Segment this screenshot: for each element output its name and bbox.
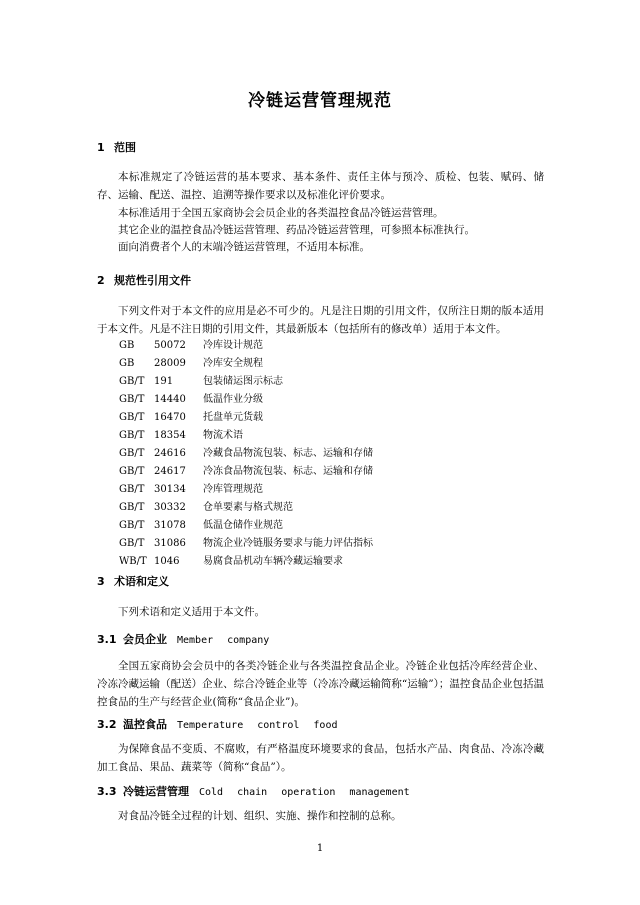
ref-number: 18354 [154,430,186,441]
reference-row [119,535,373,553]
ref-code: GB/T [119,412,145,423]
section-number: 1 [97,141,105,154]
term-definition: 为保障食品不变质、不腐败，有严格温度环境要求的食品，包括水产品、肉食品、冷冻冷藏加工食品、果品、蔬菜等（简称“食品”）。 [97,743,544,773]
term-number: 3.2 [97,718,117,731]
reference-row [119,427,243,445]
ref-code: GB [119,358,135,369]
section-number: 3 [97,575,105,588]
section-heading-2 [97,272,191,288]
ref-code: GB/T [119,430,145,441]
reference-row [119,391,263,409]
section-title: 术语和定义 [114,575,169,588]
ref-name: 托盘单元货载 [203,412,263,423]
ref-code: GB/T [119,484,145,495]
paragraph: 下列文件对于本文件的应用是必不可少的。凡是注日期的引用文件，仅所注日期的版本适用于本文件。凡是不注日期的引用文件，其最新版本（包括所有的修改单）适用于本文件。 [97,305,544,335]
ref-name: 易腐食品机动车辆冷藏运输要求 [203,556,343,567]
term-heading-3-1 [97,631,269,647]
term-definition: 对食品冷链全过程的计划、组织、实施、操作和控制的总称。 [118,810,402,822]
section-title: 规范性引用文件 [114,274,191,287]
reference-row [119,409,263,427]
reference-row [119,553,343,571]
term-number: 3.1 [97,633,117,646]
reference-row [119,355,263,373]
ref-code: WB/T [119,556,147,567]
ref-name: 冷库管理规范 [203,484,263,495]
ref-number: 31086 [154,538,186,549]
term-chinese: 冷链运营管理 [123,785,189,798]
ref-number: 191 [154,376,174,387]
ref-name: 物流术语 [203,430,243,441]
ref-name: 仓单要素与格式规范 [203,502,293,513]
term-heading-3-3 [97,783,410,799]
reference-row [119,373,283,391]
ref-number: 1046 [154,556,180,567]
paragraph: 本标准规定了冷链运营的基本要求、基本条件、责任主体与预冷、质检、包装、赋码、储存、运输、配送、温控、追溯等操作要求以及标准化评价要求。 [97,171,544,201]
ref-name: 低温作业分级 [203,394,263,405]
term-english: Temperature control food [177,720,338,731]
term-chinese: 温控食品 [123,718,167,731]
ref-code: GB/T [119,502,145,513]
ref-number: 30332 [154,502,186,513]
ref-number: 28009 [154,358,186,369]
reference-row [119,445,373,463]
ref-code: GB/T [119,520,145,531]
ref-name: 物流企业冷链服务要求与能力评估指标 [203,538,373,549]
page-number: 1 [316,843,324,854]
ref-code: GB [119,340,135,351]
ref-name: 冷冻食品物流包装、标志、运输和存储 [203,466,373,477]
section-heading-3 [97,573,169,589]
paragraph: 本标准适用于全国五家商协会会员企业的各类温控食品冷链运营管理。 [118,207,444,219]
reference-row [119,517,283,535]
ref-number: 50072 [154,340,186,351]
ref-number: 31078 [154,520,186,531]
ref-name: 冷藏食品物流包装、标志、运输和存储 [203,448,373,459]
ref-code: GB/T [119,538,145,549]
reference-row [119,463,373,481]
paragraph: 面向消费者个人的末端冷链运营管理，不适用本标准。 [118,241,370,253]
term-english: Member company [177,635,270,646]
term-definition: 全国五家商协会会员中的各类冷链企业与各类温控食品企业。冷链企业包括冷库经营企业、冷冻冷藏运输（配送）企业、综合冷链企业等（冷冻冷藏运输简称“运输”）；温控食品企业包括温控食品的生产与经营企业(简称“食品企业”)。 [97,660,544,708]
paragraph: 下列术语和定义适用于本文件。 [118,606,265,618]
ref-number: 24616 [154,448,186,459]
ref-code: GB/T [119,376,145,387]
ref-name: 冷库安全规程 [203,358,263,369]
term-english: Cold chain operation management [199,787,410,798]
section-heading-1 [97,139,136,155]
ref-name: 冷库设计规范 [203,340,263,351]
term-heading-3-2 [97,716,338,732]
ref-number: 30134 [154,484,186,495]
reference-row [119,499,293,517]
term-chinese: 会员企业 [123,633,167,646]
paragraph: 其它企业的温控食品冷链运营管理、药品冷链运营管理，可参照本标准执行。 [118,224,475,236]
ref-name: 低温仓储作业规范 [203,520,283,531]
ref-number: 14440 [154,394,186,405]
document-title: 冷链运营管理规范 [248,91,392,111]
ref-number: 24617 [154,466,186,477]
ref-name: 包装储运图示标志 [203,376,283,387]
ref-code: GB/T [119,448,145,459]
reference-row [119,337,263,355]
section-number: 2 [97,274,105,287]
ref-code: GB/T [119,466,145,477]
reference-row [119,481,263,499]
term-number: 3.3 [97,785,117,798]
section-title: 范围 [114,141,136,154]
ref-number: 16470 [154,412,186,423]
ref-code: GB/T [119,394,145,405]
